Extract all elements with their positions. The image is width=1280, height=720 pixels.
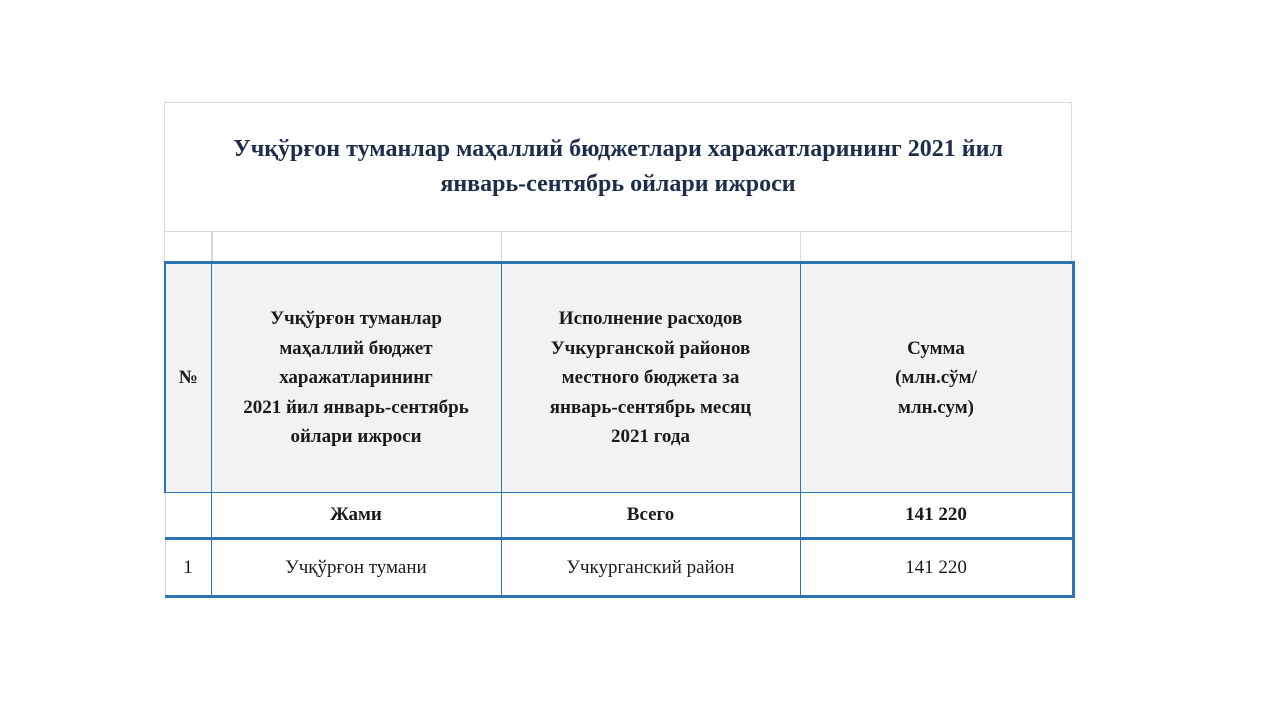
table-row — [165, 539, 1073, 597]
total-ru-cell: Всего — [501, 493, 800, 539]
page-title: Учқўрғон туманлар маҳаллий бюджетлари харажатларининг 2021 йил январь-сентябрь ойлари ижроси — [233, 136, 1003, 197]
spacer-divider — [211, 232, 213, 262]
row-number-cell: 1 — [165, 539, 211, 597]
total-number-cell — [165, 493, 211, 539]
spacer-divider — [501, 232, 502, 262]
row-sum-cell: 141 220 — [800, 539, 1073, 597]
row-ru-cell: Учкурганский район — [501, 539, 800, 597]
header-russian-description: Исполнение расходов Учкурганской районов местного бюджета за январь-сентябрь месяц 2021 года — [501, 263, 800, 493]
total-uz-cell: Жами — [211, 493, 501, 539]
document-slide — [164, 102, 1072, 593]
header-uzbek-description: Учқўрғон туманлар маҳаллий бюджет харажатларининг 2021 йил январь-сентябрь ойлари ижроси — [211, 263, 501, 493]
table-header-row — [165, 263, 1073, 493]
row-uz-cell: Учқўрғон тумани — [211, 539, 501, 597]
header-number: № — [165, 263, 211, 493]
budget-table — [164, 261, 1075, 598]
spacer-row — [164, 232, 1072, 262]
total-row — [165, 493, 1073, 539]
total-sum-cell: 141 220 — [800, 493, 1073, 539]
header-sum: Сумма (млн.сўм/ млн.сум) — [800, 263, 1073, 493]
title-box — [164, 102, 1072, 232]
spacer-divider — [800, 232, 801, 262]
